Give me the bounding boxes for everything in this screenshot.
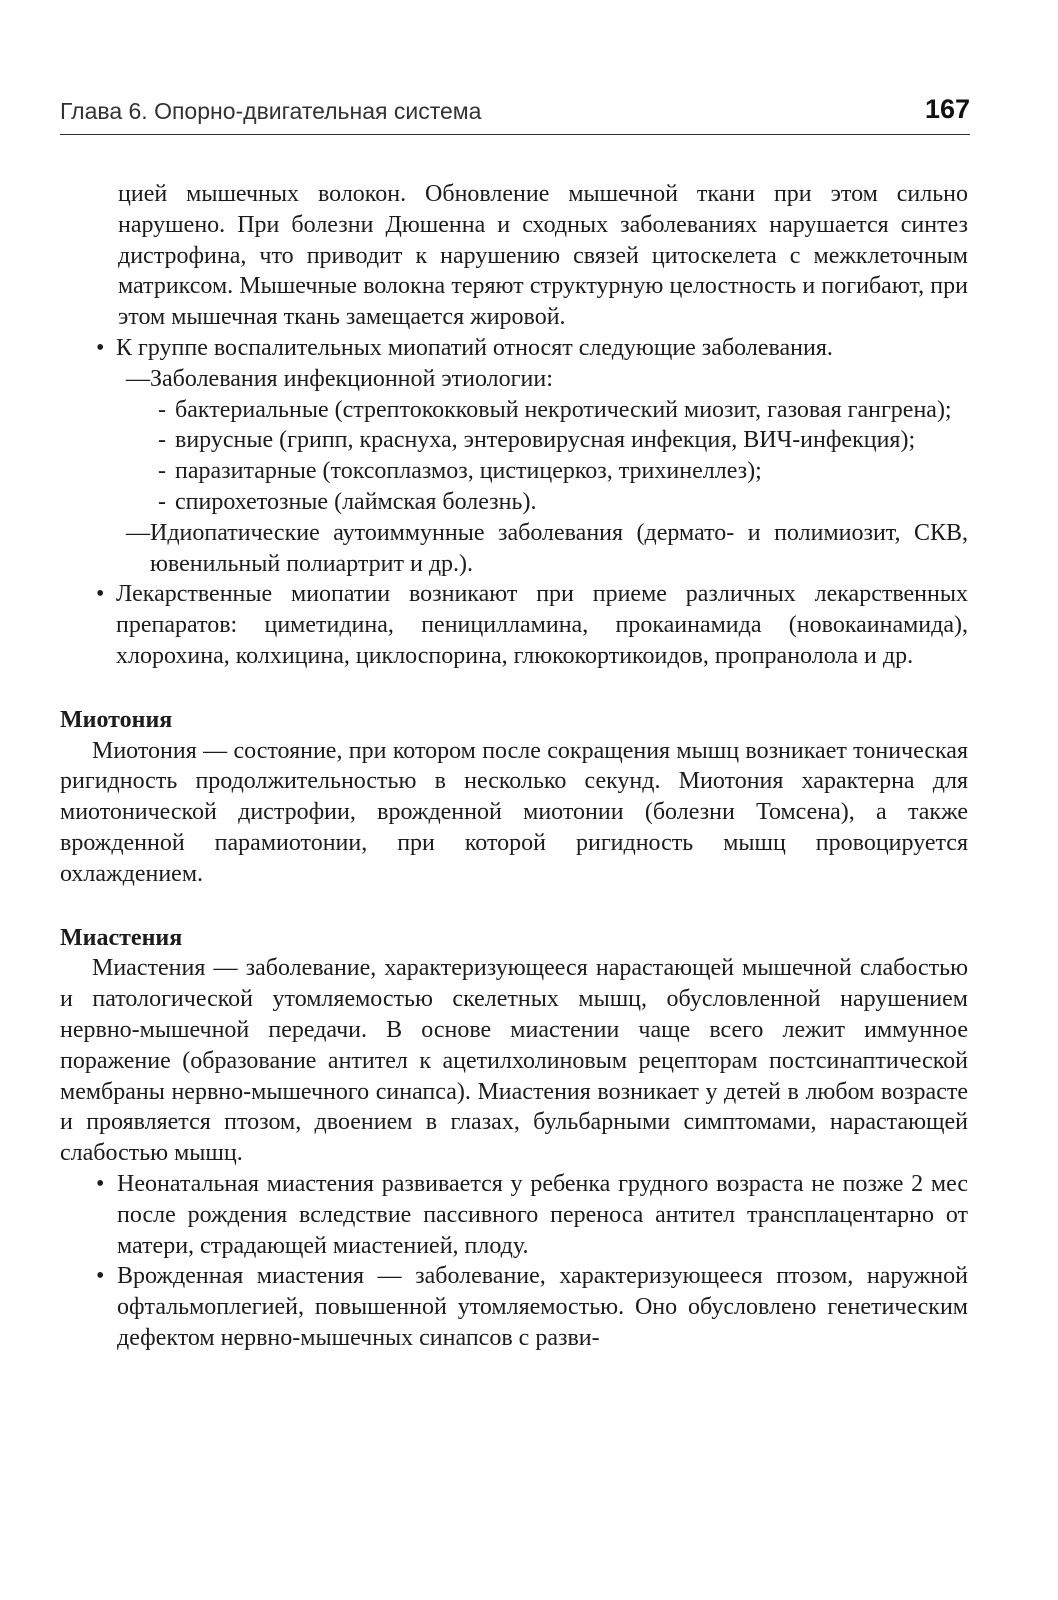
dash-marker: — (126, 365, 150, 392)
bullet-text: Врожденная миастения — заболевание, характеризующееся птозом, наружной офтальмоплегией, повышенной утомляемостью. Оно обусловлено генетическим дефектом нервно-мышечных синапсов с разви- (117, 1263, 968, 1351)
hyphen-marker: - (158, 488, 166, 515)
bullet-inflammatory-myopathies (60, 333, 968, 364)
list-item-text: паразитарные (токсоплазмоз, цистицеркоз, трихинеллез); (175, 458, 762, 485)
bullet-text: К группе воспалительных миопатий относят следующие заболевания. (116, 334, 833, 361)
section-heading-myotonia: Миотония (60, 706, 173, 733)
bullet-congenital-myasthenia (60, 1261, 968, 1353)
hyphen-marker: - (158, 458, 166, 485)
chapter-title: Глава 6. Опорно-двигательная система (60, 98, 482, 124)
bullet-drug-myopathies (60, 579, 968, 671)
dash-marker: — (126, 519, 150, 546)
dash-autoimmune (60, 518, 968, 580)
list-item-viral (60, 425, 968, 456)
list-item-text: вирусные (грипп, краснуха, энтеровирусная инфекция, ВИЧ-инфекция); (175, 427, 916, 454)
running-header (60, 92, 970, 135)
list-item-spirochetal (60, 487, 968, 518)
list-item-bacterial (60, 395, 968, 426)
hyphen-marker: - (158, 396, 166, 423)
bullet-marker: • (96, 581, 105, 608)
hyphen-marker: - (158, 427, 166, 454)
bullet-text: Неонатальная миастения развивается у ребенка грудного возраста не позже 2 мес после рождения вследствие пассивного переноса антител трансплацентарно от матери, страдающей миастенией, плоду. (117, 1170, 968, 1259)
dash-text: Идиопатические аутоиммунные заболевания (дермато- и полимиозит, СКВ, ювенильный полиартрит и др.). (150, 519, 968, 577)
list-item-parasitic (60, 456, 968, 487)
bullet-marker: • (96, 334, 105, 361)
page-number: 167 (924, 94, 970, 124)
bullet-neonatal-myasthenia (60, 1169, 968, 1261)
bullet-text: Лекарственные миопатии возникают при приеме различных лекарственных препаратов: циметидина, пеницилламина, прокаинамида (новокаинамида), хлорохина, колхицина, циклоспорина, глюкокортикоидов, пропранолола и др. (116, 581, 968, 669)
bullet-marker: • (96, 1263, 105, 1290)
bullet-marker: • (96, 1170, 105, 1197)
section-heading-myasthenia: Миастения (60, 924, 183, 951)
dash-text: Заболевания инфекционной этиологии: (150, 365, 553, 392)
list-item-text: бактериальные (стрептококковый некротический миозит, газовая гангрена); (175, 396, 952, 423)
myasthenia-paragraph: Миастения — заболевание, характеризующееся нарастающей мышечной слабостью и патологической утомляемостью скелетных мышц, обусловленной нарушением нервно-мышечной передачи. В основе миастении чаще всего лежит иммунное поражение (образование антител к ацетилхолиновым рецепторам постсинаптической мембраны нервно-мышечного синапса). Миастения возникает у детей в любом возрасте и проявляется птозом, двоением в глазах, бульбарными симптомами, нарастающей слабостью мышц. (60, 955, 968, 1167)
dash-infectious-etiology (60, 364, 968, 395)
page-body (60, 179, 968, 1354)
continuation-paragraph: цией мышечных волокон. Обновление мышечной ткани при этом сильно нарушено. При болезни Дюшенна и сходных заболеваниях нарушается синтез дистрофина, что приводит к нарушению связей цитоскелета с межклеточным матриксом. Мышечные волокна теряют структурную целостность и погибают, при этом мышечная ткань замещается жировой. (118, 181, 968, 331)
list-item-text: спирохетозные (лаймская болезнь). (175, 488, 537, 515)
myotonia-paragraph: Миотония — состояние, при котором после сокращения мышц возникает тоническая ригидность продолжительностью в несколько секунд. Миотония характерна для миотонической дистрофии, врожденной миотонии (болезни Томсена), а также врожденной парамиотонии, при которой ригидность мышц провоцируется охлаждением. (60, 737, 968, 887)
